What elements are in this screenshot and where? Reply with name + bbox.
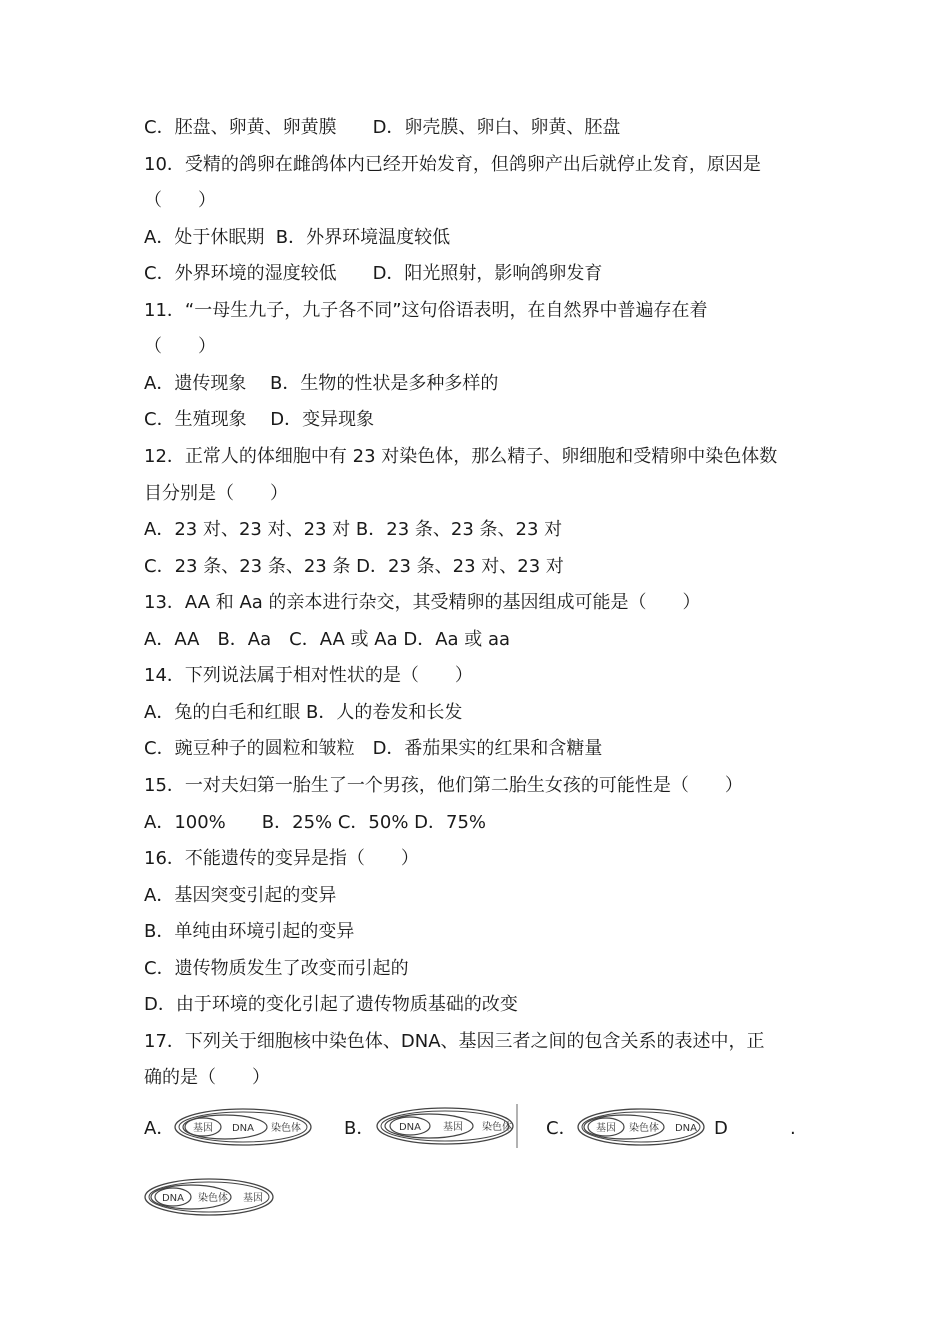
q10-stem: 10．受精的鸽卵在雌鸽体内已经开始发育，但鸽卵产出后就停止发育，原因是	[144, 154, 761, 175]
fig-a-label-inner: 基因	[193, 1123, 213, 1134]
q12-stem: 12．正常人的体细胞中有 23 对染色体，那么精子、卵细胞和受精卵中染色体数	[144, 446, 778, 467]
q16-stem: 16．不能遗传的变异是指（ ）	[144, 848, 419, 869]
q11-option-ab: A．遗传现象 B．生物的性状是多种多样的	[144, 373, 499, 394]
q14-stem: 14．下列说法属于相对性状的是（ ）	[144, 665, 473, 686]
fig-b-label-outer: 染色体	[482, 1122, 512, 1133]
q17-figure-a	[173, 1106, 318, 1152]
q15-options: A．100% B．25% C．50% D．75%	[144, 812, 487, 833]
q16-option-a: A．基因突变引起的变异	[144, 885, 337, 906]
fig-b-label-middle: 基因	[443, 1122, 463, 1133]
fig-d-label-middle: 染色体	[198, 1193, 228, 1204]
q17-stem-cont: 确的是（ ）	[144, 1067, 270, 1088]
q17-stem: 17．下列关于细胞核中染色体、DNA、基因三者之间的包含关系的表述中，正	[144, 1031, 765, 1052]
q9-option-cd: C．胚盘、卵黄、卵黄膜 D．卵壳膜、卵白、卵黄、胚盘	[144, 117, 621, 138]
q12-stem-cont: 目分别是（ ）	[144, 483, 288, 504]
q16-option-b: B．单纯由环境引起的变异	[144, 921, 355, 942]
q16-option-c: C．遗传物质发生了改变而引起的	[144, 958, 409, 979]
fig-a-label-middle: DNA	[231, 1123, 255, 1134]
q15-stem: 15．一对夫妇第一胎生了一个男孩，他们第二胎生女孩的可能性是（ ）	[144, 775, 743, 796]
fig-c-label-middle: 染色体	[629, 1123, 659, 1134]
fig-d-label-outer: 基因	[243, 1193, 263, 1204]
q17-option-b-label: B．	[344, 1118, 375, 1139]
q17-figure-b	[375, 1104, 520, 1152]
q10-bracket: （ ）	[144, 190, 216, 211]
q14-option-ab: A．兔的白毛和红眼 B．人的卷发和长发	[144, 702, 463, 723]
fig-b-label-inner: DNA	[398, 1122, 422, 1133]
q11-stem: 11．“一母生九子，九子各不同”这句俗语表明，在自然界中普遍存在着	[144, 300, 708, 321]
q16-option-d: D．由于环境的变化引起了遗传物质基础的改变	[144, 994, 518, 1015]
fig-d-label-inner: DNA	[161, 1193, 185, 1204]
q10-option-cd: C．外界环境的湿度较低 D．阳光照射，影响鸽卵发育	[144, 263, 603, 284]
q17-figure-d	[143, 1175, 278, 1223]
q17-figure-c	[576, 1106, 708, 1152]
q13-options: A．AA B．Aa C．AA 或 Aa D．Aa 或 aa	[144, 629, 511, 650]
q10-option-ab: A．处于休眠期 B．外界环境温度较低	[144, 227, 451, 248]
q12-option-ab: A．23 对、23 对、23 对 B．23 条、23 条、23 对	[144, 519, 563, 540]
fig-a-label-outer: 染色体	[271, 1123, 301, 1134]
q14-option-cd: C．豌豆种子的圆粒和皱粒 D．番茄果实的红果和含糖量	[144, 738, 603, 759]
q11-bracket: （ ）	[144, 336, 216, 357]
fig-c-label-inner: 基因	[596, 1123, 616, 1134]
q17-option-a-label: A．	[144, 1118, 175, 1139]
q17-option-d-dot: .	[790, 1118, 796, 1139]
fig-c-label-outer: DNA	[674, 1123, 698, 1134]
q11-option-cd: C．生殖现象 D．变异现象	[144, 409, 375, 430]
q17-option-c-label: C．	[546, 1118, 577, 1139]
q13-stem: 13．AA 和 Aa 的亲本进行杂交，其受精卵的基因组成可能是（ ）	[144, 592, 701, 613]
q17-option-d-label: D	[714, 1118, 728, 1139]
q12-option-cd: C．23 条、23 条、23 条 D．23 条、23 对、23 对	[144, 556, 564, 577]
